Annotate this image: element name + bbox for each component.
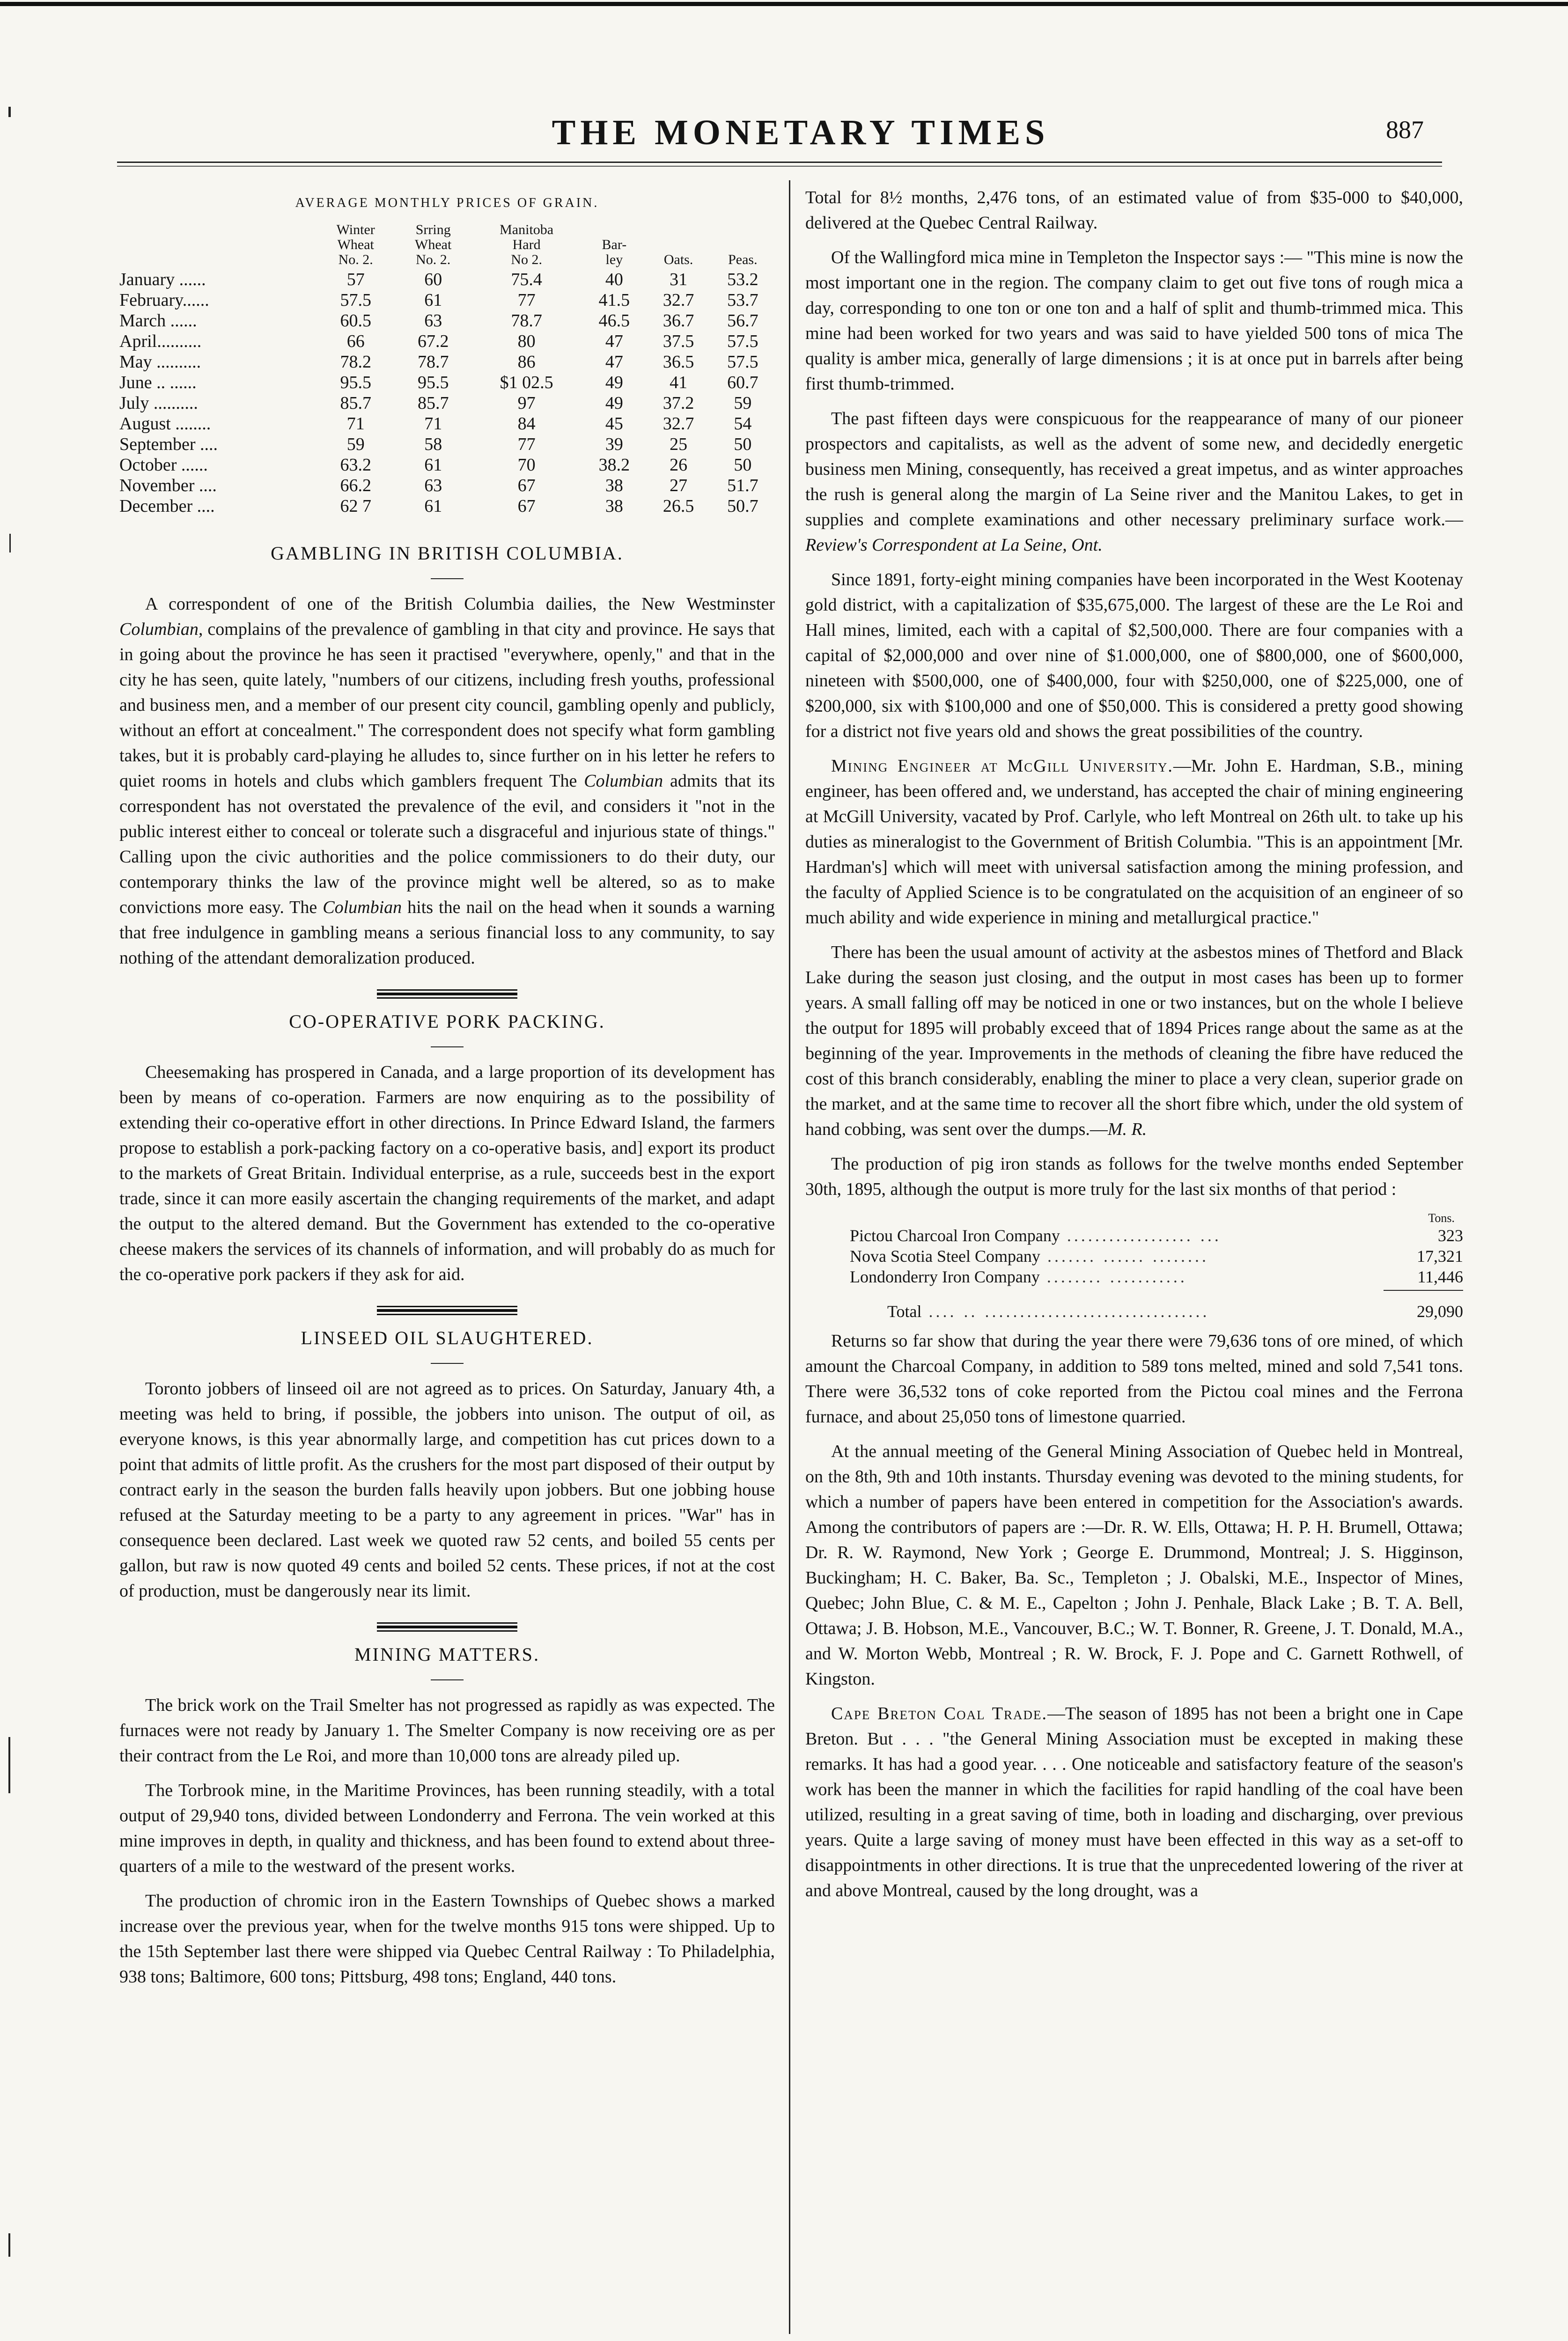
- article-paragraph: At the annual meeting of the General Mining Association of Quebec held in Montreal, on the 8th, 9th and 10th instants. Thursday evening was devoted to the mining students, for which a number of papers have been entered in competition for the Association's awards. Among the contributors of papers are :—Dr. R. W. Ells, Ottawa; H. P. H. Brumell, Ottawa; Dr. R. W. Raymond, New York ; George E. Drummond, Montreal; J. S. Higginson, Buckingham; H. C. Baker, Ba. Sc., Templeton ; J. Obalski, M.E., Inspector of Mines, Quebec; John Blue, C. & M. E., Capelton ; John J. Penhale, Black Lake ; B. T. A. Bell, Ottawa; J. B. Hobson, M.E., Vancouver, B.C.; W. T. Bonner, R. Greene, J. T. Donald, M.A., and W. Morton Webb, Montreal ; R. W. Brock, F. J. Pope and C. Garnett Rothwell, of Kingston.: [805, 1442, 1463, 1689]
- table-row: October ...... 63.2 61 70 38.2 26 50: [119, 455, 752, 475]
- article-title-linseed: LINSEED OIL SLAUGHTERED.: [301, 1327, 594, 1348]
- table-row: November .... 66.2 63 67 38 27 51.7: [119, 476, 758, 495]
- table-row: June .. ...... 95.5 95.5 $1 02.5 49 41 60.7: [119, 373, 758, 392]
- article-paragraph: The production of pig iron stands as follows for the twelve months ended September 30th, 1895, although the output is more truly for the last six months of that period :: [805, 1154, 1463, 1199]
- title-underline: [431, 1679, 464, 1680]
- table-row: January ...... 57 60 75.4 40 31 53.2: [119, 270, 758, 289]
- left-column: [119, 185, 775, 1999]
- table-row: May .......... 78.2 78.7 86 47 36.5 57.5: [119, 352, 758, 372]
- article-title-pork: CO-OPERATIVE PORK PACKING.: [289, 1011, 605, 1032]
- page-header: [0, 112, 1568, 155]
- margin-mark: [8, 107, 11, 117]
- section-divider: [377, 989, 517, 999]
- table-row: August ........ 71 71 84 45 32.7 54: [119, 414, 752, 434]
- table-row: Londonderry Iron Company ........ ........... 11,446: [850, 1267, 1463, 1286]
- title-underline: [431, 1363, 464, 1364]
- column-header: Bar- ley: [602, 237, 627, 267]
- table-row: September .... 59 58 77 39 25 50: [119, 434, 752, 454]
- grain-price-table: [119, 222, 775, 516]
- article-paragraph: The past fifteen days were conspicuous for the reappearance of many of our pioneer prospectors and capitalists, as well as the advent of some new, and decidedly energetic business men Mining, consequently, has received a great impetus, and as winter approaches the rush is general along the margin of La Seine river and the Manitou Lakes, to get in supplies and complete examinations and other necessary preliminary surface work.—Review's Correspondent at La Seine, Ont.: [805, 409, 1463, 555]
- article-paragraph: The brick work on the Trail Smelter has not progressed as rapidly as was expected. The furnaces were not ready by January 1. The Smelter Company is now receiving ore as per their contract from the Le Roi, and more than 10,000 tons are already piled up.: [119, 1695, 775, 1766]
- pig-iron-units: Tons.: [1428, 1211, 1455, 1225]
- column-header: Peas.: [728, 252, 758, 267]
- section-divider: [377, 1306, 517, 1315]
- table-row: March ...... 60.5 63 78.7 46.5 36.7 56.7: [119, 311, 758, 331]
- margin-mark: [8, 1737, 10, 1793]
- column-header: Winter Wheat No. 2.: [336, 222, 375, 267]
- article-paragraph: Cape Breton Coal Trade.—The season of 1895 has not been a bright one in Cape Breton. But . . . "the General Mining Association must be excepted in making these remarks. It has had a good year. . . . One noticeable and satisfactory feature of the season's work has been the manner in which the facilities for rapid handling of the coal have been utilized, resulting in a great saving of time, both in loading and discharging, over previous years. Quite a large saving of money must have been effected in this way as a set-off to disappointments in other directions. It is true that the unprecedented lowering of the river at and above Montreal, caused by the long drought, was a: [805, 1704, 1464, 1900]
- article-paragraph: There has been the usual amount of activity at the asbestos mines of Thetford and Black Lake during the season just closing, and the output in most cases has been up to former years. A small falling off may be noticed in one or two instances, but on the whole I believe the output for 1895 will probably exceed that of 1894 Prices range about the same as at the beginning of the year. Improvements in the methods of cleaning the fibre have reduced the cost of this branch considerably, enabling the miner to place a very clean, superior grade on the market, and at the same time to recover all the short fibre which, under the old system of hand cobbing, was sent over the dumps.—M. R.: [805, 942, 1463, 1139]
- table-row: February...... 57.5 61 77 41.5 32.7 53.7: [119, 290, 758, 310]
- table-total-row: Total .... .. ................................ 29,090: [887, 1302, 1463, 1321]
- header-rule: [117, 162, 1442, 163]
- column-header: Srring Wheat No. 2.: [415, 222, 452, 267]
- page-number: 887: [1386, 116, 1424, 144]
- section-divider: [377, 1622, 517, 1632]
- right-column: [805, 185, 1463, 1913]
- article-paragraph: The Torbrook mine, in the Maritime Provinces, has been running steadily, with a total output of 29,940 tons, divided between Londonderry and Ferrona. The vein worked at this mine improves in depth, in quality and thickness, and has been found to extend about three-quarters of a mile to the westward of the present works.: [119, 1781, 775, 1876]
- article-title-gambling: GAMBLING IN BRITISH COLUMBIA.: [271, 543, 624, 564]
- margin-mark: [9, 534, 11, 552]
- article-paragraph: The production of chromic iron in the Eastern Townships of Quebec shows a marked increase over the previous year, when for the twelve months 915 tons were shipped. Up to the 15th September last there were shipped via Quebec Central Railway : To Philadelphia, 938 tons; Baltimore, 600 tons; Pittsburg, 498 tons; England, 440 tons.: [119, 1891, 775, 1987]
- article-paragraph: Total for 8½ months, 2,476 tons, of an estimated value of from $35-000 to $40,000, delivered at the Quebec Central Railway.: [805, 188, 1463, 233]
- masthead-title: THE MONETARY TIMES: [552, 113, 1050, 152]
- article-paragraph: Since 1891, forty-eight mining companies have been incorporated in the West Kootenay gold district, with a capitalization of $35,675,000. The largest of these are the Le Roi and Hall mines, limited, each with a capital of $2,500,000. There are four companies with a capital of $2,000,000 and over nine of $1.000,000, one of $800,000, one of $600,000, nineteen with $500,000, one of $400,000, four with $250,000, one of $225,000, one of $200,000, six with $100,000 and one of $50,000. This is considered a pretty good showing for a district not five years old and shows the great possibilities of the country.: [805, 570, 1463, 741]
- header-rule-secondary: [117, 166, 1442, 167]
- table-header-row: [119, 222, 775, 269]
- article-title-mining: MINING MATTERS.: [354, 1644, 540, 1665]
- top-border-rule: [0, 2, 1568, 6]
- table-row: Pictou Charcoal Iron Company .................. ... 323: [850, 1226, 1463, 1245]
- article-paragraph: A correspondent of one of the British Columbia dailies, the New Westminster Columbian, complains of the prevalence of gambling in that city and province. He says that in going about the province he has seen it practised "everywhere, openly," and that in the city he has seen, quite lately, "numbers of our citizens, including fresh youths, professional and business men, and a member of our present city council, gambling openly and publicly, without an effort at concealment." The correspondent does not specify what form gambling takes, but it is probably card-playing he alludes to, since further on in his letter he refers to quiet rooms in hotels and clubs which gamblers frequent The Columbian admits that its correspondent has not overstated the prevalence of the evil, and considers it "not in the public interest either to conceal or tolerate such a disgraceful and injurious state of things." Calling upon the civic authorities and the police commissioners to do their duty, our contemporary thinks the law of the province might well be altered, so as to make convictions more easy. The Columbian hits the nail on the head when it sounds a warning that free indulgence in gambling means a serious financial loss to any community, to say nothing of the attendant demoralization produced.: [119, 594, 775, 968]
- grain-table-title: AVERAGE MONTHLY PRICES OF GRAIN.: [295, 196, 599, 210]
- article-paragraph: Returns so far show that during the year there were 79,636 tons of ore mined, of which amount the Charcoal Company, in addition to 589 tons melted, mined and sold 7,541 tons. There were 36,532 tons of coke reported from the Pictou coal mines and the Ferrona furnace, and about 25,050 tons of limestone quarried.: [805, 1331, 1463, 1427]
- margin-mark: [8, 2233, 10, 2257]
- table-row: Nova Scotia Steel Company ....... ...... ........ 17,321: [850, 1247, 1463, 1266]
- article-paragraph: Cheesemaking has prospered in Canada, and a large proportion of its development has been by means of co-operation. Farmers are now enquiring as to the possibility of extending their co-operative effort in other directions. In Prince Edward Island, the farmers propose to establish a pork-packing factory on a co-operative basis, and] export its product to the markets of Great Britain. Individual enterprise, as a rule, succeeds best in the export trade, since it can more easily ascertain the changing requirements of the market, and adapt the output to the altered demand. But the Government has extended to the co-operative cheese makers the services of its channels of information, and will probably do as much for the co-operative pork packers if they ask for aid.: [119, 1062, 775, 1284]
- column-header: Oats.: [663, 252, 693, 267]
- title-underline: [431, 1046, 464, 1047]
- title-underline: [431, 578, 464, 579]
- table-row: April.......... 66 67.2 80 47 37.5 57.5: [119, 331, 758, 351]
- article-paragraph: Of the Wallingford mica mine in Templeton the Inspector says :— "This mine is now the most important one in the region. The company claim to get out five tons of rough mica a day, corresponding to one ton or one ton and a half of split and thumb-trimmed mica. This mine had been worked for two years and was said to have yielded 500 tons of mica The quality is amber mica, generally of large dimensions ; it is at once put in barrels after being first thumb-trimmed.: [805, 248, 1463, 394]
- sum-rule: [1384, 1290, 1463, 1291]
- table-row: December .... 62 7 61 67 38 26.5 50.7: [119, 496, 758, 516]
- pig-iron-table: [805, 1211, 1463, 1322]
- column-divider: [789, 180, 790, 2334]
- article-paragraph: Mining Engineer at McGill University.—Mr. John E. Hardman, S.B., mining engineer, has been offered and, we understand, has accepted the chair of mining engineering at McGill University, vacated by Prof. Carlyle, who left Montreal on 26th ult. to take up his duties as mineralogist to the Government of British Columbia. "This is an appointment [Mr. Hardman's] which will meet with universal satisfaction among the mining profession, and the faculty of Applied Science is to be congratulated on the acquisition of an engineer of so much ability and wide experience in mining and metallurgical practice.": [805, 756, 1463, 928]
- column-header: Manitoba Hard No 2.: [500, 222, 554, 267]
- table-row: July .......... 85.7 85.7 97 49 37.2 59: [119, 393, 752, 413]
- article-paragraph: Toronto jobbers of linseed oil are not agreed as to prices. On Saturday, January 4th, a meeting was held to bring, if possible, the jobbers into unison. The output of oil, as everyone knows, is this year abnormally large, and competition has cut prices down to a point that admits of little profit. As the crushers for the most part disposed of their output by contract early in the season the burden falls heavily upon jobbers. But one jobbing house refused at the Saturday meeting to be a party to any agreement in prices. "War" has in consequence been declared. Last week we quoted raw 52 cents, and boiled 55 cents per gallon, but raw is now quoted 49 cents and boiled 52 cents. These prices, if not at the cost of production, must be dangerously near its limit.: [119, 1379, 775, 1601]
